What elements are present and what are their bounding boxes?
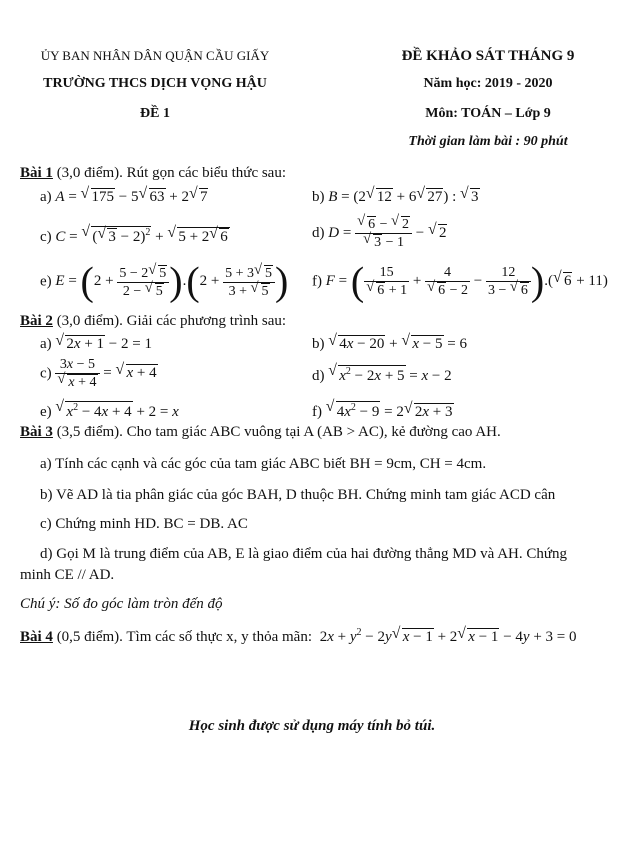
footer-note: Học sinh được sử dụng máy tính bỏ túi.: [188, 718, 436, 734]
expr-c: C = √ (√ 3 − 2)$^2$ + √ 5 + 2√ 6: [55, 229, 229, 245]
label: e): [40, 404, 52, 420]
bai3-note: Chú ý: Số đo góc làm tròn đến độ: [20, 596, 223, 612]
bai1-instruction: (3,0 điểm). Rút gọn các biểu thức sau:: [52, 165, 287, 181]
bai1-heading: [20, 165, 286, 182]
bai3-title: Bài 3: [20, 424, 53, 440]
bai2-b: [312, 335, 467, 353]
label: b): [312, 189, 325, 205]
eq-e: √ $x^2 - 4x + 4 + 2 = x$: [55, 404, 178, 420]
bai3-d-line1: d) Gọi M là trung điểm của AB, E là giao điểm của hai đường thẳng MD và AH. Chứng: [40, 546, 568, 562]
label: d): [312, 368, 325, 384]
bai3-heading: [20, 424, 501, 441]
bai1-b: [312, 188, 480, 206]
expr-d: D = √ 6 − √ 2 √ 3 − 1 − √ 2: [328, 225, 447, 241]
bai1-c: [40, 226, 230, 246]
eq-f: √ $4x^2 - 9 = 2√$ 2x + 3: [326, 404, 454, 420]
header-subject: Môn: TOÁN – Lớp 9: [425, 106, 551, 121]
label: a): [40, 336, 52, 352]
bai1-a: [40, 188, 208, 206]
bai1-e: [40, 259, 289, 304]
expr-b: B = (2√ 12 + 6√ 27) : √ 3: [328, 189, 479, 205]
expr-f: F = ( 15 √ 6 + 1 + 4 √ 6 − 2 − $\frac{12}{3 - √ 6}$ ).(√ 6 + 11): [326, 273, 608, 289]
bai3-a: a) Tính các cạnh và các góc của tam giác ABC biết BH = 9cm, CH = 4cm.: [40, 456, 487, 472]
bai2-a: [40, 335, 152, 353]
label: b): [312, 336, 325, 352]
bai3-b: b) Vẽ AD là tia phân giác của góc BAH, D thuộc BH. Chứng minh tam giác ACD cân: [40, 487, 556, 503]
eq-bai4: $2x + y^2 - 2y√$ x − 1 + 2√ x − 1 − 4y + 3 = 0: [320, 629, 577, 645]
bai4-title: Bài 4: [20, 629, 53, 645]
bai2-d: [312, 365, 452, 385]
bai1-d: [312, 216, 447, 251]
bai2-instruction: (3,0 điểm). Giải các phương trình sau:: [52, 313, 287, 329]
bai3-d-line2: minh CE // AD.: [20, 567, 115, 583]
bai2-heading: [20, 313, 286, 330]
expr-e: E = (2 + $\frac{5 - 2√ 5}{2 - √ 5}$ ).(2 + $\frac{5 + 3√ 5}{3 + √ 5}$ ): [55, 273, 288, 289]
bai3-instruction: (3,5 điểm). Cho tam giác ABC vuông tại A (AB > AC), kẻ đường cao AH.: [52, 424, 501, 440]
bai2-c: [40, 357, 158, 391]
header-duration: Thời gian làm bài : 90 phút: [408, 134, 568, 149]
header-school-year: Năm học: 2019 - 2020: [423, 76, 553, 91]
bai2-title: Bài 2: [20, 313, 53, 329]
label: a): [40, 189, 52, 205]
label: e): [40, 273, 52, 290]
bai1-f: [312, 259, 608, 304]
label: c): [40, 365, 52, 382]
expr-a: A = √ 175 − 5√ 63 + 2√ 7: [55, 189, 208, 205]
eq-a: √ 2x + 1 − 2 = 1: [55, 336, 152, 352]
bai3-c: c) Chứng minh HD. BC = DB. AC: [40, 516, 248, 532]
eq-d: √ $x^2 - 2x + 5 = x - 2$: [328, 368, 451, 384]
label: f): [312, 273, 322, 290]
label: d): [312, 224, 325, 241]
bai2-e: [40, 401, 179, 421]
bai2-f: [312, 401, 454, 421]
label: f): [312, 404, 322, 420]
eq-c: 3x − 5 √ x + 4 = √ x + 4: [55, 365, 157, 381]
header-school: TRƯỜNG THCS DỊCH VỌNG HẬU: [43, 76, 267, 91]
eq-b: √ 4x − 20 + √ x − 5 = 6: [328, 336, 467, 352]
bai4-instruction: (0,5 điểm). Tìm các số thực x, y thỏa mãn:: [52, 629, 312, 645]
bai1-title: Bài 1: [20, 165, 53, 181]
header-exam-code: ĐỀ 1: [140, 106, 170, 121]
label: c): [40, 229, 52, 245]
header-exam-title: ĐỀ KHẢO SÁT THÁNG 9: [401, 48, 575, 64]
bai4-heading: [20, 627, 577, 646]
header-district: ỦY BAN NHÂN DÂN QUẬN CẦU GIẤY: [40, 48, 270, 63]
